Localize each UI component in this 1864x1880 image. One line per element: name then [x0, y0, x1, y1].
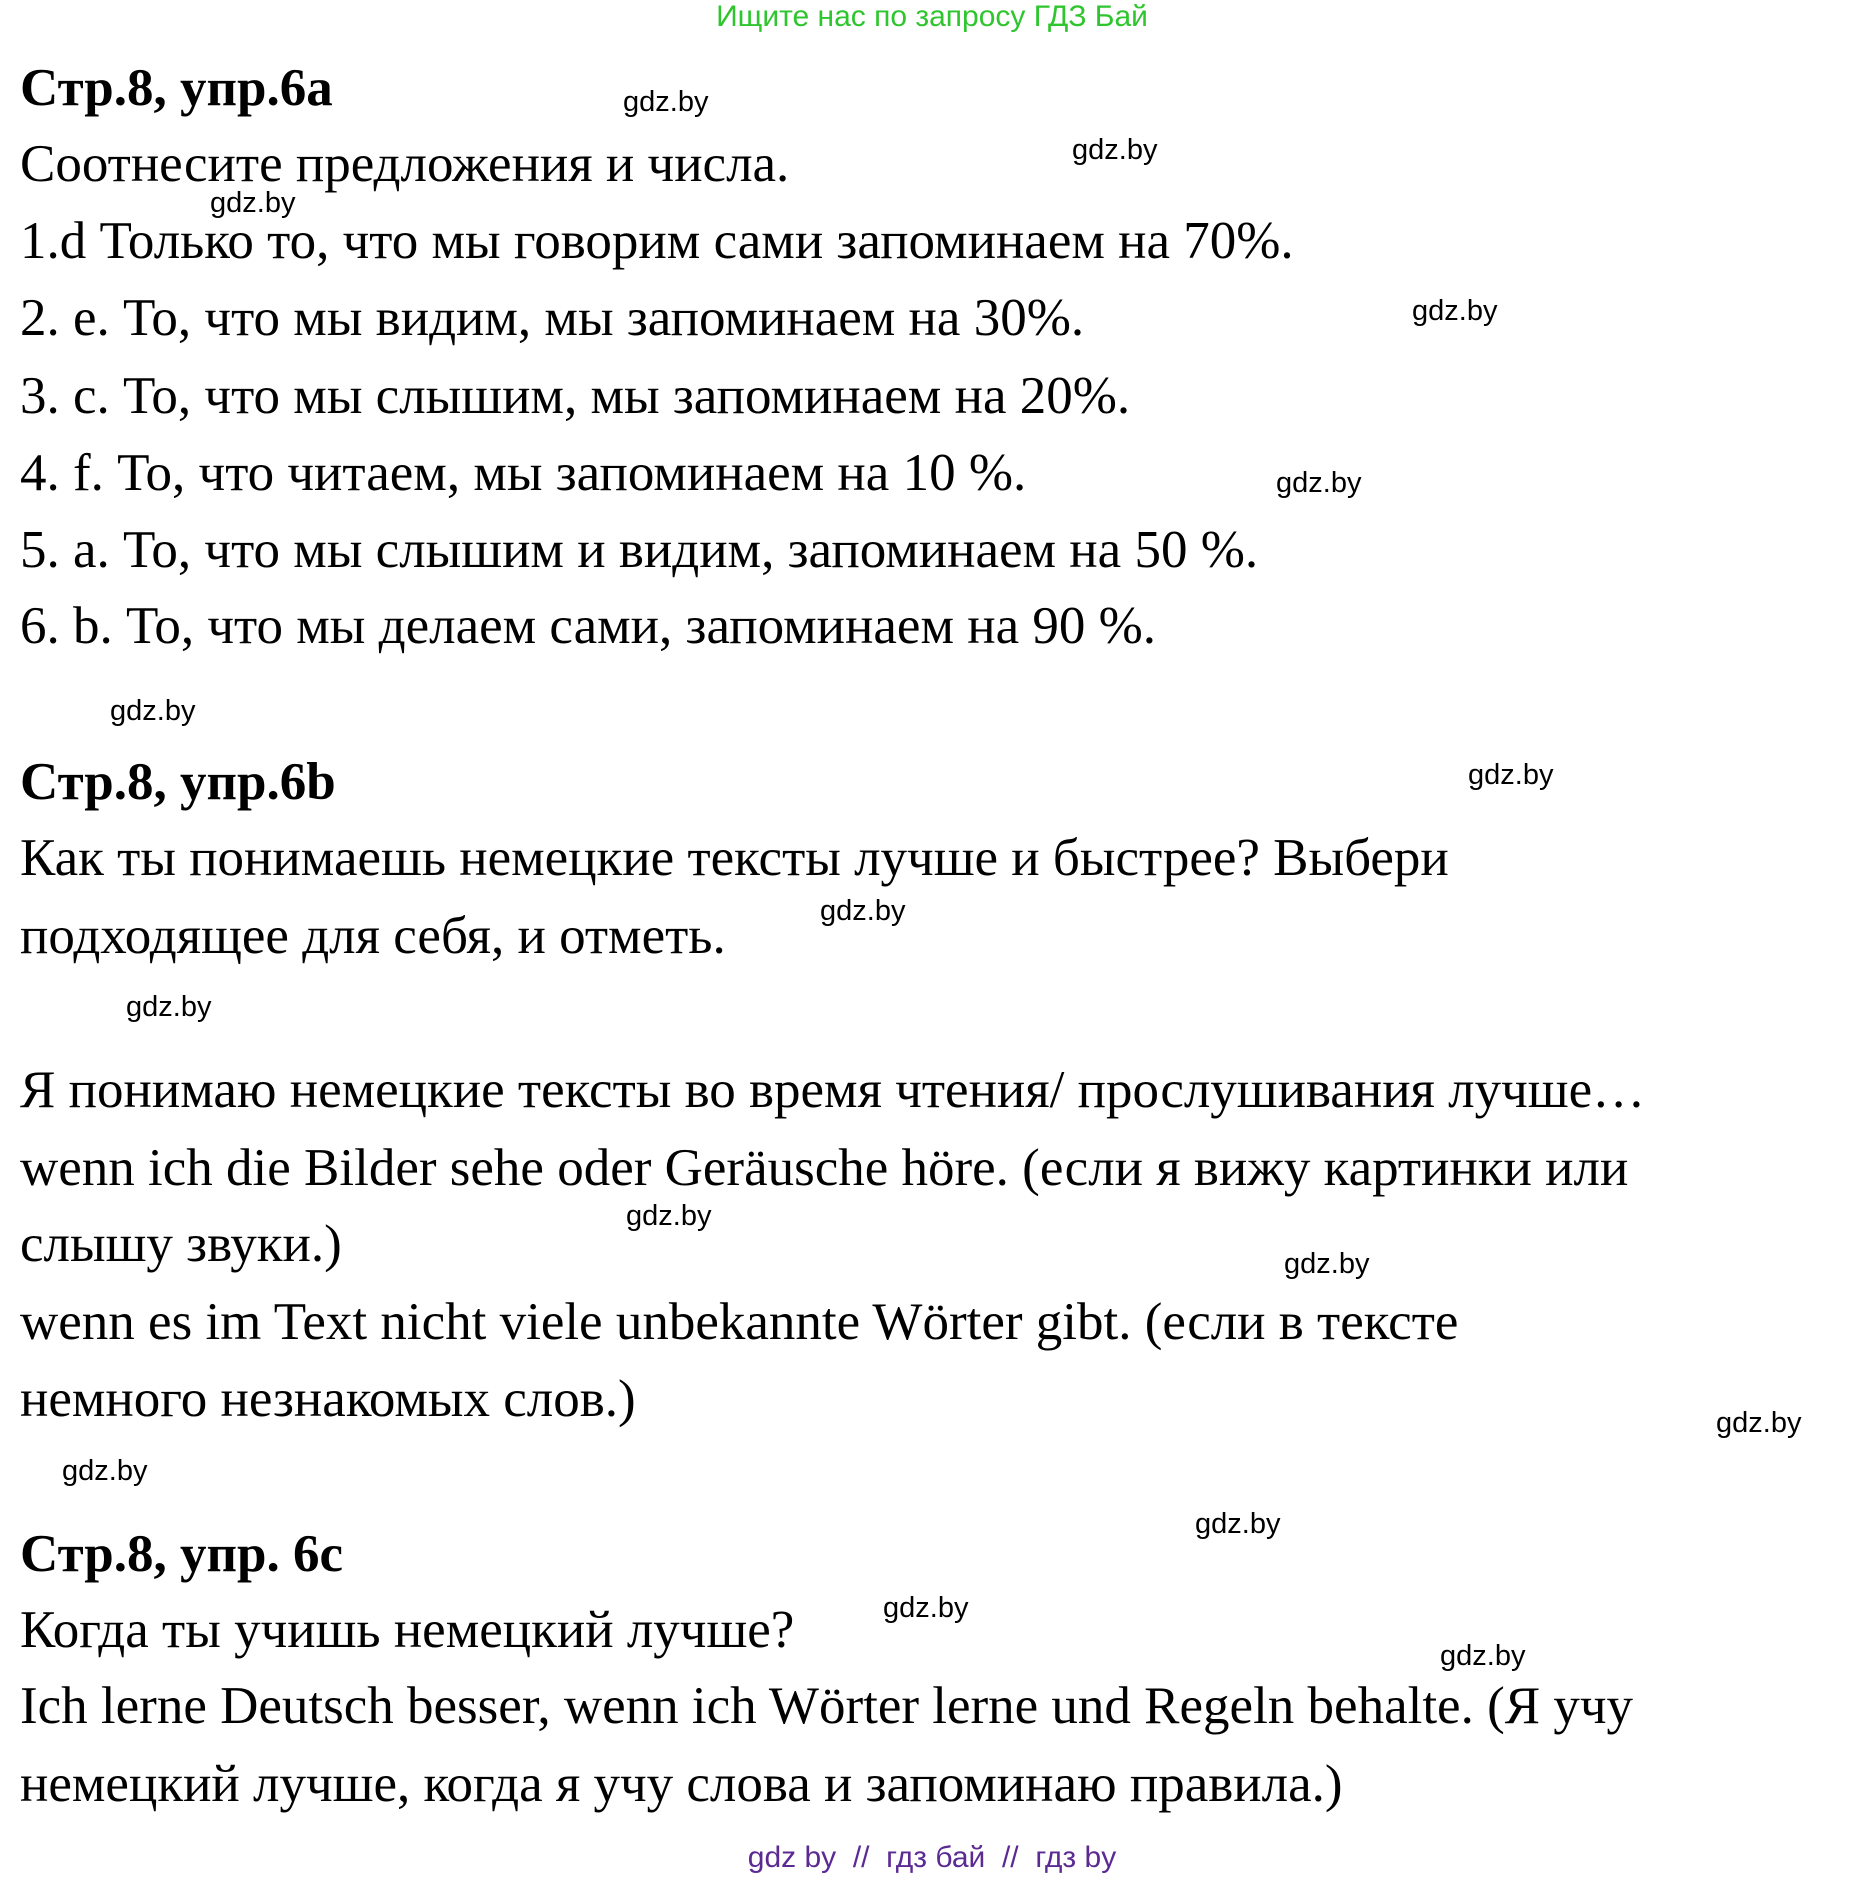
answer-line: 6. b. То, что мы делаем сами, запоминаем на 90 %. [20, 597, 1157, 655]
answer-line: Ich lerne Deutsch besser, wenn ich Wörter lerne und Regeln behalte. (Я учу [20, 1677, 1633, 1735]
watermark: gdz.by [1468, 759, 1554, 791]
answer-line: слышу звуки.) [20, 1215, 342, 1273]
watermark: gdz.by [883, 1592, 969, 1624]
answer-line: 5. a. То, что мы слышим и видим, запоминаем на 50 %. [20, 521, 1259, 579]
watermark: gdz.by [623, 86, 709, 118]
watermark: gdz.by [626, 1200, 712, 1232]
task-text: Соотнесите предложения и числа. [20, 135, 790, 193]
watermark: gdz.by [126, 991, 212, 1023]
watermark: gdz.by [1072, 134, 1158, 166]
watermark: gdz.by [1284, 1248, 1370, 1280]
task-text: Как ты понимаешь немецкие тексты лучше и быстрее? Выбери [20, 829, 1449, 887]
watermark: gdz.by [210, 187, 296, 219]
answer-line: wenn es im Text nicht viele unbekannte Wörter gibt. (если в тексте [20, 1293, 1459, 1351]
answer-line: 3. c. То, что мы слышим, мы запоминаем на 20%. [20, 367, 1131, 425]
answer-line: Я понимаю немецкие тексты во время чтения/ прослушивания лучше… [20, 1061, 1646, 1119]
section-heading-6c: Стр.8, упр. 6c [20, 1525, 344, 1583]
task-text: Когда ты учишь немецкий лучше? [20, 1601, 795, 1659]
answer-line: wenn ich die Bilder sehe oder Geräusche höre. (если я вижу картинки или [20, 1139, 1629, 1197]
answer-line: 2. e. То, что мы видим, мы запоминаем на 30%. [20, 289, 1085, 347]
watermark: gdz.by [1412, 295, 1498, 327]
search-banner: Ищите нас по запросу ГДЗ Бай [716, 0, 1148, 33]
watermark: gdz.by [1440, 1640, 1526, 1672]
task-text: подходящее для себя, и отметь. [20, 907, 726, 965]
footer-links: gdz by // гдз бай // гдз by [747, 1841, 1117, 1874]
watermark: gdz.by [1276, 467, 1362, 499]
watermark: gdz.by [1716, 1407, 1802, 1439]
watermark: gdz.by [110, 695, 196, 727]
section-heading-6b: Стр.8, упр.6b [20, 753, 336, 811]
watermark: gdz.by [62, 1455, 148, 1487]
section-heading-6a: Стр.8, упр.6а [20, 59, 333, 117]
answer-line: немецкий лучше, когда я учу слова и запоминаю правила.) [20, 1755, 1343, 1813]
watermark: gdz.by [820, 895, 906, 927]
answer-line: 4. f. То, что читаем, мы запоминаем на 10 %. [20, 444, 1027, 502]
answer-line: 1.d Только то, что мы говорим сами запоминаем на 70%. [20, 212, 1294, 270]
answer-line: немного незнакомых слов.) [20, 1370, 636, 1428]
watermark: gdz.by [1195, 1508, 1281, 1540]
